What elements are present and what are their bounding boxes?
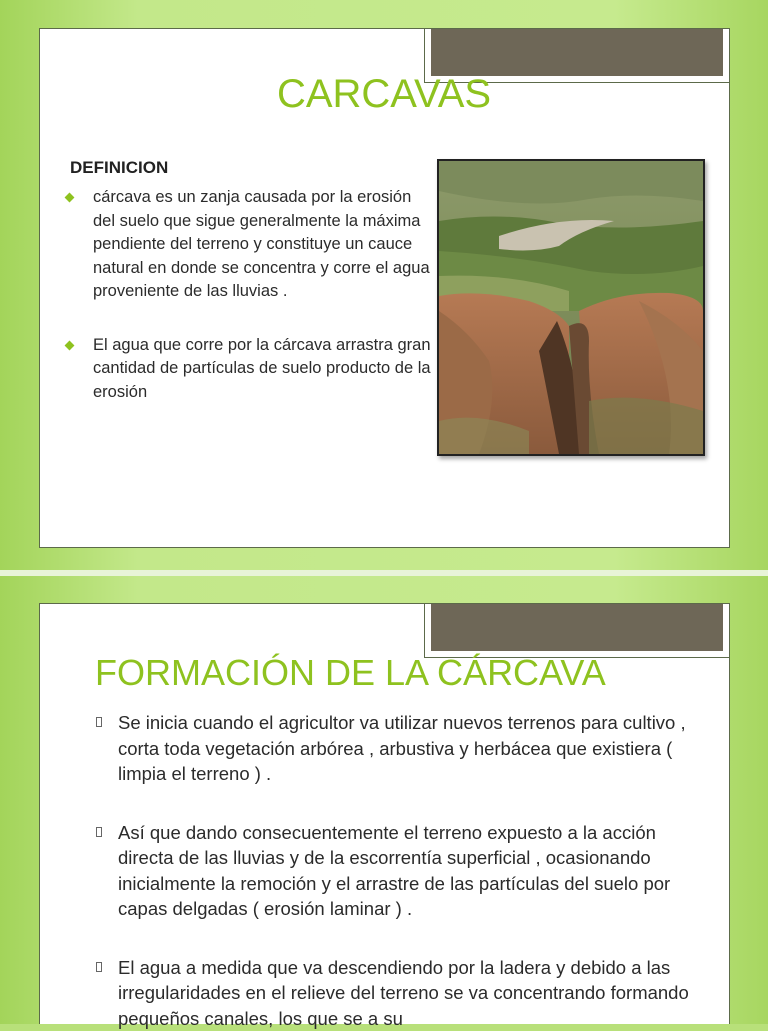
diamond-bullet-icon [65,340,75,350]
list-item: El agua a medida que va descendiendo por la ladera y debido a las irregularidades en el relieve del terreno se va concentrando formando pequeños canales, los que se a su [94,955,714,1031]
list-item: Se inicia cuando el agricultor va utilizar nuevos terrenos para cultivo , corta toda vegetación arbórea , arbustiva y herbácea que existiera ( limpia el terreno ) . [94,710,714,787]
definition-list [64,186,434,404]
missing-glyph-box-icon [96,827,102,837]
missing-glyph-box-icon [96,717,102,727]
list-item: cárcava es un zanja causada por la erosión del suelo que sigue generalmente la máxima pendiente del terreno y constituye un cauce natural en donde se concentra y corre el agua proveniente de las lluvias . [64,186,434,304]
decorative-tab [424,604,730,658]
gully-photo [437,159,705,456]
diamond-bullet-icon [65,193,75,203]
formation-list [94,710,714,1031]
list-item: El agua que corre por la cárcava arrastra gran cantidad de partículas de suelo producto de la erosión [64,334,434,405]
missing-glyph-box-icon [96,962,102,972]
definition-heading: DEFINICION [70,158,168,178]
slide-1-title: CARCAVAS [0,72,768,117]
slide-2-title: FORMACIÓN DE LA CÁRCAVA [95,652,606,694]
list-item: Así que dando consecuentemente el terreno expuesto a la acción directa de las lluvias y de la escorrentía superficial , ocasionando inicialmente la remoción y el arrastre de las partículas del suelo por capas delgadas ( erosión laminar ) . [94,820,714,922]
